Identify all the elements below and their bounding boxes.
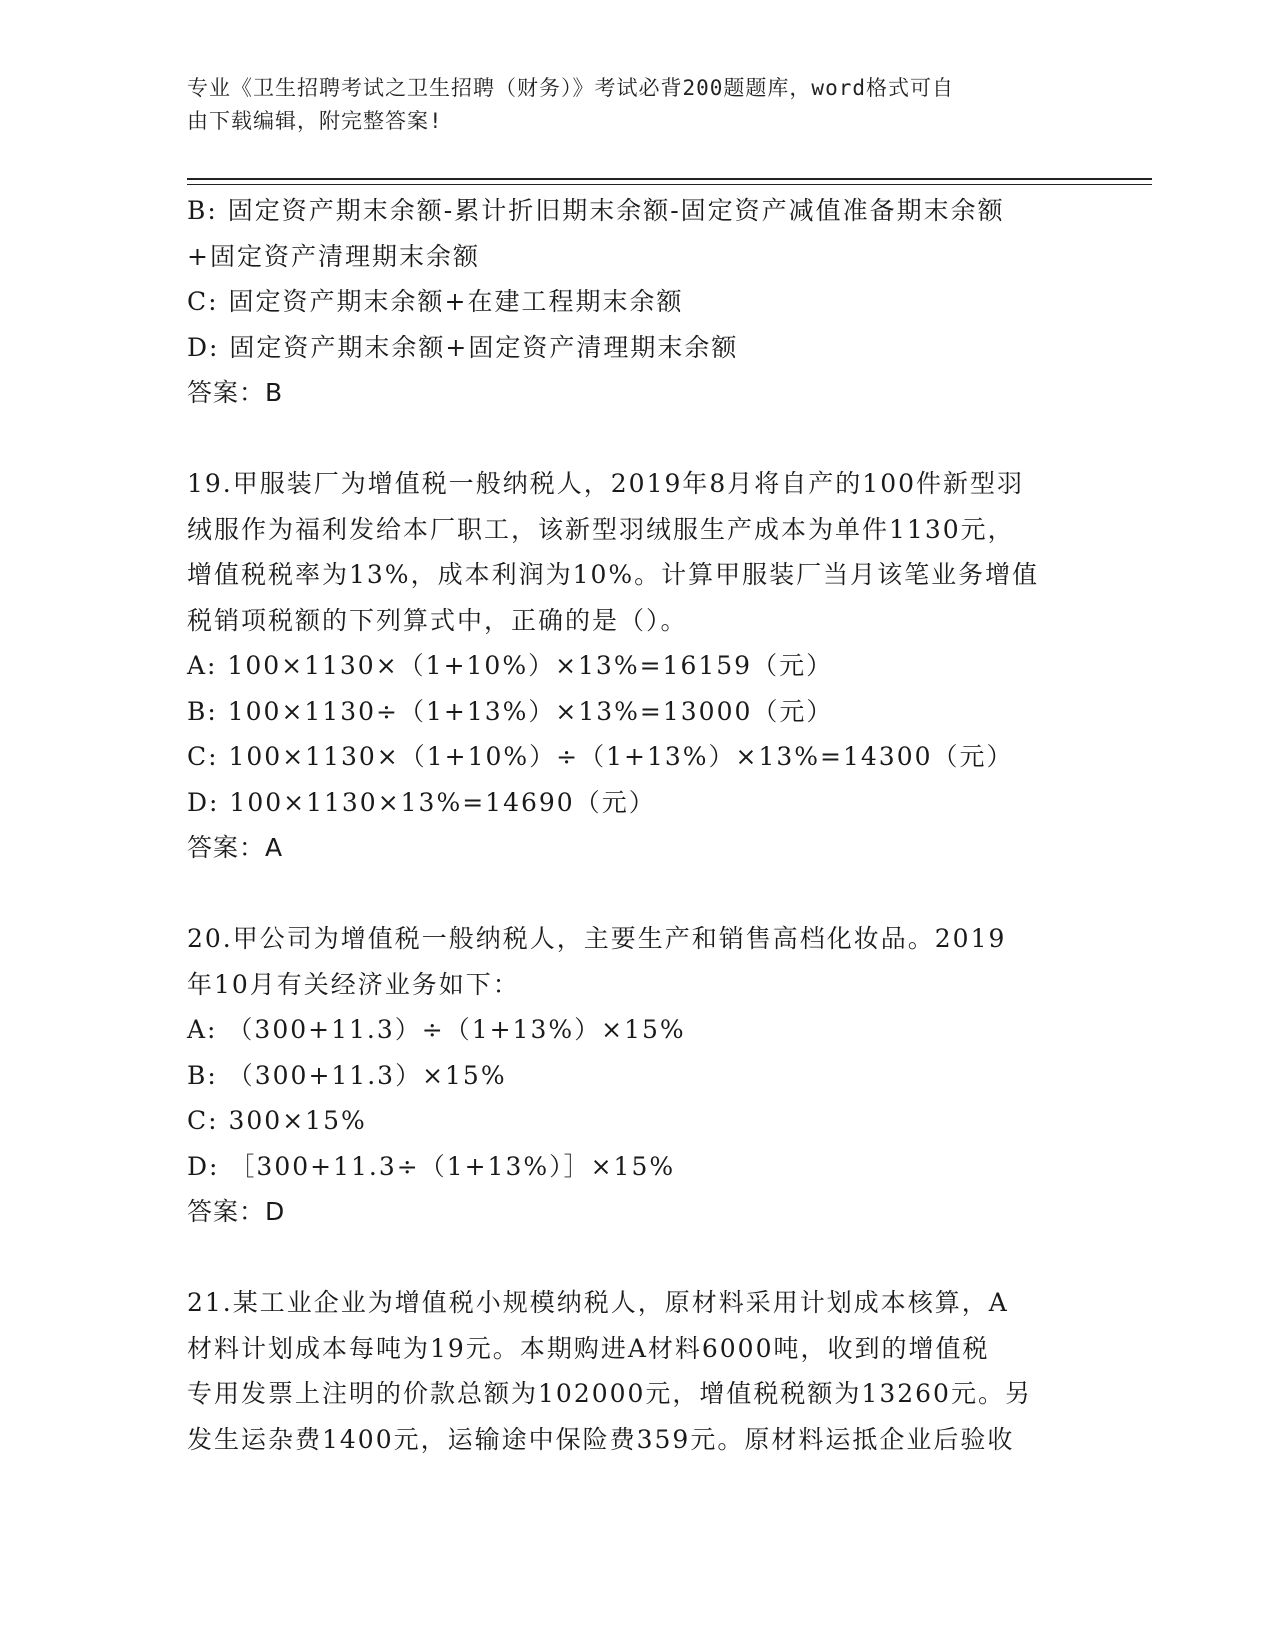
option-a: A: （300+11.3）÷（1+13%）×15% [187,1015,686,1044]
option-d: D: ［300+11.3÷（1+13%）］×15% [187,1151,676,1181]
question-stem-line: 19.甲服装厂为增值税一般纳税人，2019年8月将自产的100件新型羽 [187,469,1025,498]
question-19 [187,461,1087,871]
question-stem-line: 增值税税率为13%，成本利润为10%。计算甲服装厂当月该笔业务增值 [187,560,1040,589]
question-21 [187,1280,1087,1462]
question-stem-line: 材料计划成本每吨为19元。本期购进A材料6000吨，收到的增值税 [187,1333,990,1363]
header-rule-thick [187,178,1152,180]
option-b: B: （300+11.3）×15% [187,1060,507,1090]
question-stem-line: 21.某工业企业为增值税小规模纳税人，原材料采用计划成本核算，A [187,1288,1009,1317]
option-d: D: 100×1130×13%=14690（元） [187,787,656,817]
spacer [187,416,1087,462]
answer: 答案：A [187,833,284,862]
question-stem-line: 20.甲公司为增值税一般纳税人，主要生产和销售高档化妆品。2019 [187,924,1007,953]
question-stem-line: 发生运杂费1400元，运输途中保险费359元。原材料运抵企业后验收 [187,1424,1015,1454]
header-line-2: 由下载编辑，附完整答案! [187,109,443,133]
answer: 答案：B [187,378,284,407]
document-body [187,188,1087,1462]
question-stem-line: 税销项税额的下列算式中，正确的是（）。 [187,605,688,635]
option-b: B: 100×1130÷（1+13%）×13%=13000（元） [187,696,834,726]
question-18-tail [187,188,1087,416]
option-b-line-1: B: 固定资产期末余额-累计折旧期末余额-固定资产减值准备期末余额 [187,196,1005,225]
option-a: A: 100×1130×（1+10%）×13%=16159（元） [187,651,834,680]
document-header [187,72,1087,138]
header-line-1: 专业《卫生招聘考试之卫生招聘（财务）》考试必背200题题库，word格式可自 [187,76,954,100]
question-stem-line: 专用发票上注明的价款总额为102000元，增值税税额为13260元。另 [187,1379,1032,1408]
answer: 答案：D [187,1197,286,1226]
option-d: D: 固定资产期末余额+固定资产清理期末余额 [187,332,739,362]
option-c: C: 300×15% [187,1106,367,1135]
option-c: C: 固定资产期末余额+在建工程期末余额 [187,287,684,316]
option-b-line-2: +固定资产清理期末余额 [187,241,480,271]
header-rule-thin [187,184,1152,185]
question-stem-line: 绒服作为福利发给本厂职工，该新型羽绒服生产成本为单件1130元， [187,514,1015,544]
question-stem-line: 年10月有关经济业务如下： [187,969,520,999]
option-c: C: 100×1130×（1+10%）÷（1+13%）×13%=14300（元） [187,742,1014,771]
spacer [187,871,1087,917]
question-20 [187,916,1087,1235]
spacer [187,1235,1087,1281]
